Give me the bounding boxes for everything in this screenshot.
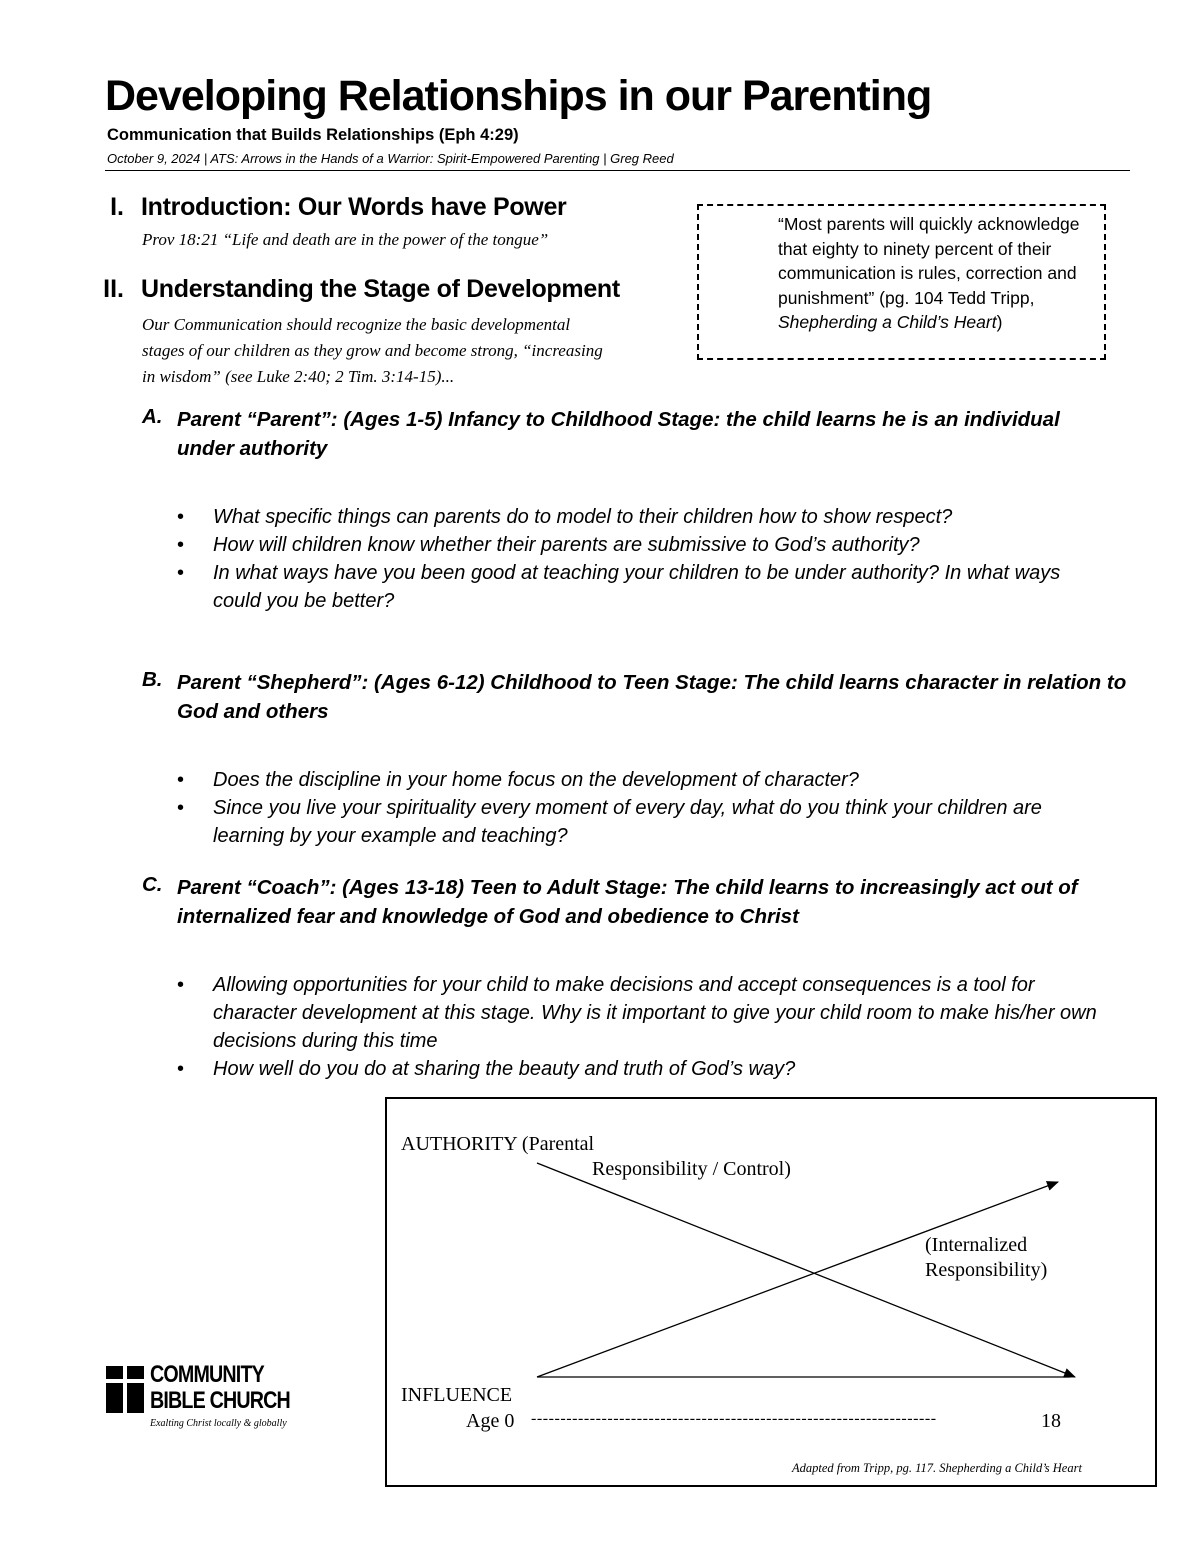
diagram-authority-sublabel: Responsibility / Control) <box>592 1158 791 1180</box>
list-item: • Allowing opportunities for your child to make decisions and accept consequences is a tool for character development at this stage. Why is it important to give your child room to make his/her own decisions during this time <box>177 971 1122 1055</box>
quote-text: “Most parents will quickly acknowledge that eighty to ninety percent of their communication is rules, correction and punishment” (pg. 104 Tedd Tripp, Shepherding a Child’s Heart) <box>778 214 1080 332</box>
section-2-description: Our Communication should recognize the basic developmental stages of our children as they grow and become strong, “increasing in wisdom” (see Luke 2:40; 2 Tim. 3:14-15)... <box>142 315 603 386</box>
diagram-internalized-label: (Internalized <box>925 1234 1028 1256</box>
section-1-verse: Prov 18:21 “Life and death are in the power of the tongue” <box>142 230 549 249</box>
list-item: • Does the discipline in your home focus on the development of character? <box>177 766 1077 794</box>
stage-b-letter: B. <box>142 668 163 691</box>
diagram-age-start: Age 0 <box>466 1410 515 1432</box>
page-title: Developing Relationships in our Parenting <box>105 72 932 120</box>
list-item: • How well do you do at sharing the beauty and truth of God’s way? <box>177 1055 1122 1083</box>
section-1-title: Introduction: Our Words have Power <box>141 193 567 221</box>
list-item: • How will children know whether their parents are submissive to God’s authority? <box>177 531 1097 559</box>
stage-b-heading: Parent “Shepherd”: (Ages 6-12) Childhood to Teen Stage: The child learns character in relation to God and others <box>177 671 1127 723</box>
diagram-age-end: 18 <box>1041 1410 1061 1432</box>
diagram-authority-label: AUTHORITY (Parental <box>401 1133 595 1155</box>
diagram-influence-label: INFLUENCE <box>401 1384 513 1406</box>
page-meta: October 9, 2024 | ATS: Arrows in the Hands of a Warrior: Spirit-Empowered Parenting | Greg Reed <box>107 151 674 166</box>
stage-b-questions <box>177 766 1077 850</box>
diagram-internalized-sublabel: Responsibility) <box>925 1259 1048 1281</box>
list-item: • In what ways have you been good at teaching your children to be under authority? In what ways could you be better? <box>177 559 1097 615</box>
stage-a-questions <box>177 503 1097 615</box>
section-2-title: Understanding the Stage of Development <box>141 275 620 303</box>
stage-a-letter: A. <box>142 405 163 428</box>
stage-c-letter: C. <box>142 873 163 896</box>
list-item: • What specific things can parents do to model to their children how to show respect? <box>177 503 1097 531</box>
diagram-age-axis: --------------------------------------------------------------------- <box>531 1410 937 1427</box>
section-2-number: II. <box>103 275 124 303</box>
authority-influence-diagram <box>385 1097 1157 1487</box>
page-subtitle: Communication that Builds Relationships (Eph 4:29) <box>107 126 519 144</box>
diagram-credit: Adapted from Tripp, pg. 117. Shepherding a Child’s Heart <box>792 1461 1082 1475</box>
quote-book-title: Shepherding a Child’s Heart <box>778 312 997 332</box>
church-logo-wordmark: COMMUNITY BIBLE CHURCH <box>150 1361 290 1414</box>
section-1-number: I. <box>110 193 124 221</box>
stage-c-questions <box>177 971 1122 1083</box>
list-item: • Since you live your spirituality every moment of every day, what do you think your children are learning by your example and teaching? <box>177 794 1077 850</box>
header-rule <box>105 170 1130 171</box>
stage-a-heading: Parent “Parent”: (Ages 1-5) Infancy to Childhood Stage: the child learns he is an individual under authority <box>177 408 1060 460</box>
church-logo-tagline: Exalting Christ locally & globally <box>150 1418 287 1429</box>
stage-c-heading: Parent “Coach”: (Ages 13-18) Teen to Adult Stage: The child learns to increasingly act out of internalized fear and knowledge of God and obedience to Christ <box>177 876 1078 928</box>
